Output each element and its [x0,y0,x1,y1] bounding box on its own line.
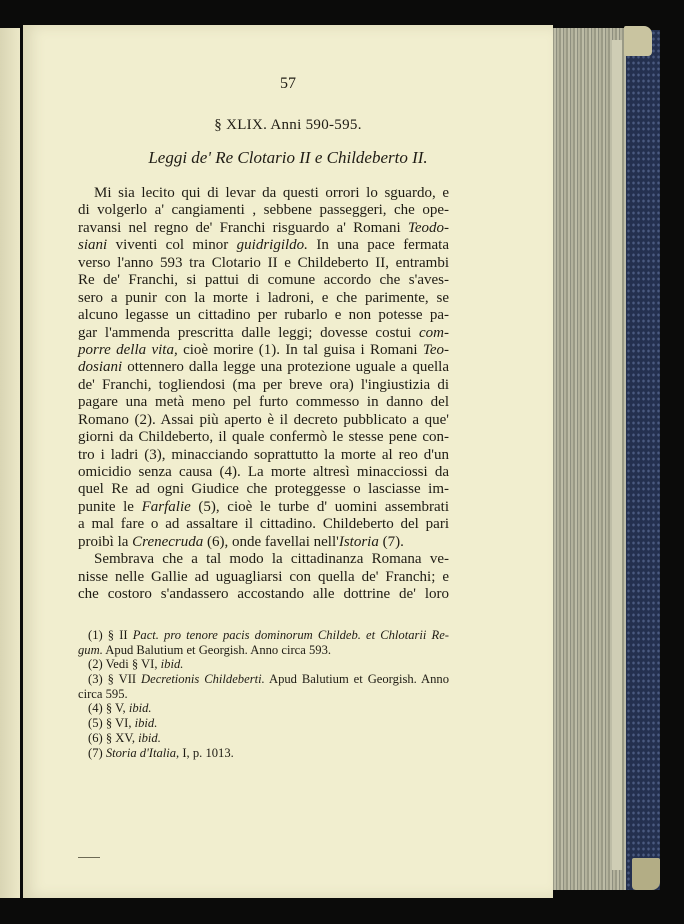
section-title: Leggi de' Re Clotario II e Childeberto II. [148,148,428,167]
italic-text: Storia d'Italia, [105,745,180,760]
text-span: di volgerlo a' cangiamenti , sebbene passeggeri, che ope- [78,202,449,219]
body-line [78,481,449,498]
section-heading: § XLIX. Anni 590-595. [214,117,362,133]
text-span: omicidio senza causa (4). La morte altresì minacciossi da [78,464,449,480]
italic-text: com- [419,324,449,341]
body-line [78,551,449,568]
italic-text: Teo- [422,341,449,358]
body-line [78,202,449,219]
body-line [78,586,449,603]
cover-corner-bottom [632,858,660,890]
body-text [78,185,449,604]
italic-text: Crenecruda [132,533,204,550]
body-line [78,307,449,324]
footnote-line [78,672,449,687]
text-span: gar l'ammenda prescritta dalle leggi; dovesse costui [78,324,419,341]
body-line [78,255,449,272]
italic-text: Decretionis Childeberti. [141,672,265,687]
italic-text: Pact. pro tenore pacis dominorum Childeb. et Chlotarii Re- [132,628,449,642]
body-line [78,447,449,464]
text-span: verso l'anno 593 tra Clotario II e Childeberto II, entrambi [78,254,449,271]
body-line [78,394,449,411]
text-span: circa 595. [78,686,128,701]
body-line [78,342,449,359]
text-span: tro i ladri (3), minacciando soprattutto la morte al reo d'un [78,446,449,463]
footnote-line [78,746,449,761]
text-span: (2) Vedi § VI, [88,657,161,672]
text-span: In una pace fermata [307,237,449,254]
body-line [78,220,449,237]
facing-page-edge [0,28,20,898]
page-number: 57 [280,75,296,92]
text-span: (7) [88,745,106,760]
text-span: I, p. 1013. [179,745,234,760]
book-cover [626,30,660,890]
text-span: Sembrava che a tal modo la cittadinanza Romana ve- [94,551,449,568]
footnote-line [78,687,449,702]
text-span: viventi col minor [107,237,237,254]
book-page [23,25,553,898]
signature-rule [78,857,100,858]
footnote-line [78,701,449,716]
text-span: giorni da Childeberto, il quale confermò le stesse pene con- [78,429,449,446]
text-span: punite le [78,498,142,515]
text-span: quel Re ad ogni Giudice che proteggesse o lasciasse im- [78,481,449,498]
page-edge-strip [612,40,622,870]
italic-text: Istoria [338,533,379,550]
text-span: (5) § VI, [88,716,135,731]
footnote-line [78,731,449,746]
body-line [78,237,449,254]
footnote-line [78,643,449,658]
body-line [78,290,449,307]
text-span: Mi sia lecito qui di levar da questi orrori lo sguardo, e [94,185,449,201]
text-span: che costoro s'andassero accostando alle dottrine de' loro [78,586,449,603]
body-line [78,325,449,342]
text-span: de' Franchi, togliendosi (ma per breve ora) l'ingiustizia di [78,376,449,393]
italic-text: dosiani [78,359,123,376]
text-span: (6), onde favellai nell' [203,533,339,550]
text-span: pagare una metà meno pel furto commesso in danno del [78,394,449,411]
italic-text: ibid. [138,730,161,745]
footnotes [78,628,449,760]
body-line [78,429,449,446]
text-span: cioè morire (1). In tal guisa i Romani [177,341,423,358]
cover-corner-top [624,26,652,56]
body-line [78,534,449,551]
italic-text: gum. [78,642,103,657]
text-span: nisse nelle Gallie ad uguagliarsi con quella de' Franchi; e [78,568,449,585]
italic-text: ibid. [134,716,158,731]
text-span: Apud Balutium et Georgish. Anno [264,672,449,687]
footnote-line [78,657,449,672]
italic-text: guidrigildo. [236,237,308,254]
body-line [78,499,449,516]
body-line [78,464,449,481]
body-line [78,569,449,586]
italic-text: siani [78,237,108,254]
text-span: (3) § VII [88,672,142,687]
text-span: a mal fare o ad assaltare il cittadino. Childeberto del pari [78,516,449,533]
text-span: (1) § II [88,628,133,642]
text-span: (7). [378,533,404,550]
text-span: ravansi nel regno de' Franchi risguardo a' Romani [78,219,408,236]
text-span: proibì la [78,533,133,550]
text-span: alcuno legasse un cittadino per rubarlo e non potesse pa- [78,307,449,324]
italic-text: porre della vita, [78,341,178,358]
italic-text: ibid. [128,701,152,716]
text-span: Apud Balutium et Georgish. Anno circa 593. [102,642,332,657]
body-line [78,377,449,394]
body-line [78,185,449,202]
body-line [78,412,449,429]
body-line [78,516,449,533]
body-line [78,359,449,376]
footnote-line [78,628,449,643]
text-span: (6) § XV, [88,730,139,745]
text-span: Romano (2). Assai più aperto è il decreto pubblicato a que' [78,411,449,428]
text-span: (5), cioè le turbe d' uomini assembrati [190,498,449,515]
italic-text: Farfalie [141,498,191,515]
body-line [78,272,449,289]
text-span: Re de' Franchi, si pattui di comune accordo che s'aves- [78,272,449,289]
text-span: (4) § V, [88,701,129,716]
text-span: ottennero dalla legge una protezione uguale a quella [122,359,449,376]
footnote-line [78,716,449,731]
italic-text: ibid. [160,657,184,672]
italic-text: Teodo- [407,219,449,236]
text-span: sero a punir con la morte i ladroni, e che parimente, se [78,289,449,306]
